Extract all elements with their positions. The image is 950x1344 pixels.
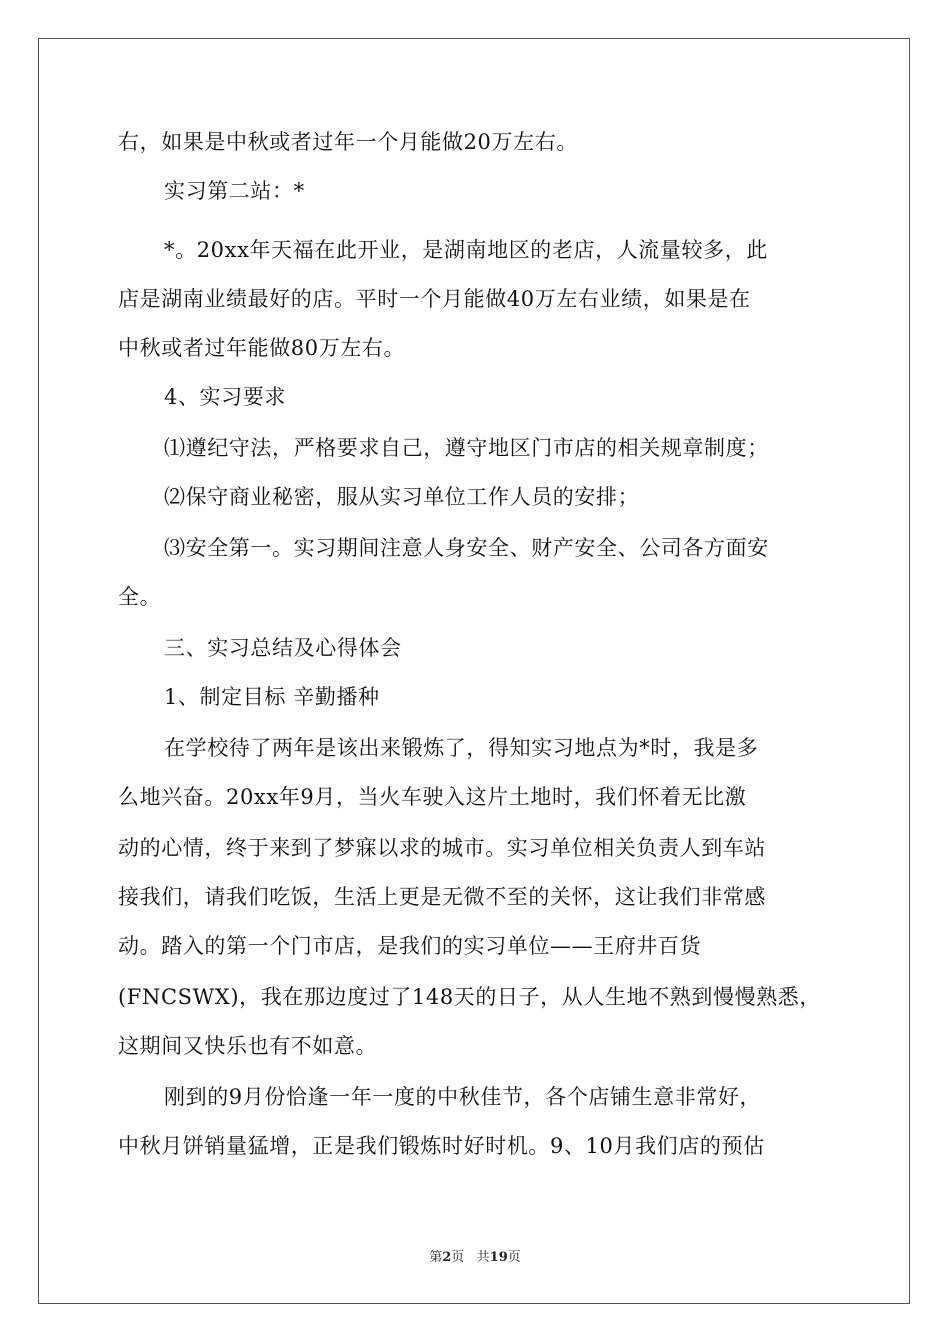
text-line-1: 右，如果是中秋或者过年一个月能做20万左右。 bbox=[118, 130, 578, 154]
text-line-10: 全。 bbox=[118, 585, 162, 609]
text-line-17: 动。踏入的第一个门市店，是我们的实习单位——王府井百货 bbox=[118, 934, 702, 958]
text-line-20: 刚到的9月份恰逢一年一度的中秋佳节，各个店铺生意非常好， bbox=[164, 1085, 762, 1109]
text-line-7: ⑴遵纪守法，严格要求自己，遵守地区门市店的相关规章制度； bbox=[164, 436, 769, 460]
text-line-3: *。20xx年天福在此开业，是湖南地区的老店，人流量较多，此 bbox=[164, 238, 768, 262]
text-line-18: (FNCSWX)，我在那边度过了148天的日子，从人生地不熟到慢慢熟悉， bbox=[118, 985, 822, 1009]
text-line-19: 这期间又快乐也有不如意。 bbox=[118, 1034, 378, 1058]
text-line-8: ⑵保守商业秘密，服从实习单位工作人员的安排； bbox=[164, 485, 640, 509]
text-line-13: 在学校待了两年是该出来锻炼了，得知实习地点为*时，我是多 bbox=[164, 736, 759, 760]
text-line-5: 中秋或者过年能做80万左右。 bbox=[118, 336, 406, 360]
text-line-21: 中秋月饼销量猛增，正是我们锻炼时好时机。9、10月我们店的预估 bbox=[118, 1134, 765, 1158]
text-line-12: 1、制定目标 辛勤播种 bbox=[164, 685, 380, 709]
footer-mid: 页 共 bbox=[451, 1250, 490, 1265]
footer-total-pages: 19 bbox=[489, 1250, 508, 1265]
text-line-4: 店是湖南业绩最好的店。平时一个月能做40万左右业绩，如果是在 bbox=[118, 287, 751, 311]
footer-suffix: 页 bbox=[507, 1250, 521, 1265]
text-line-15: 动的心情，终于来到了梦寐以求的城市。实习单位相关负责人到车站 bbox=[118, 836, 766, 860]
text-line-16: 接我们，请我们吃饭，生活上更是无微不至的关怀，这让我们非常感 bbox=[118, 885, 766, 909]
text-line-11: 三、实习总结及心得体会 bbox=[164, 636, 402, 660]
footer-prefix: 第 bbox=[429, 1250, 443, 1265]
footer-current-page: 2 bbox=[442, 1250, 452, 1265]
text-line-9: ⑶安全第一。实习期间注意人身安全、财产安全、公司各方面安 bbox=[164, 536, 769, 560]
page-footer bbox=[0, 1246, 950, 1265]
text-line-14: 么地兴奋。20xx年9月，当火车驶入这片土地时，我们怀着无比激 bbox=[118, 785, 747, 809]
text-line-2: 实习第二站：* bbox=[164, 179, 305, 203]
text-line-6: 4、实习要求 bbox=[164, 385, 286, 409]
